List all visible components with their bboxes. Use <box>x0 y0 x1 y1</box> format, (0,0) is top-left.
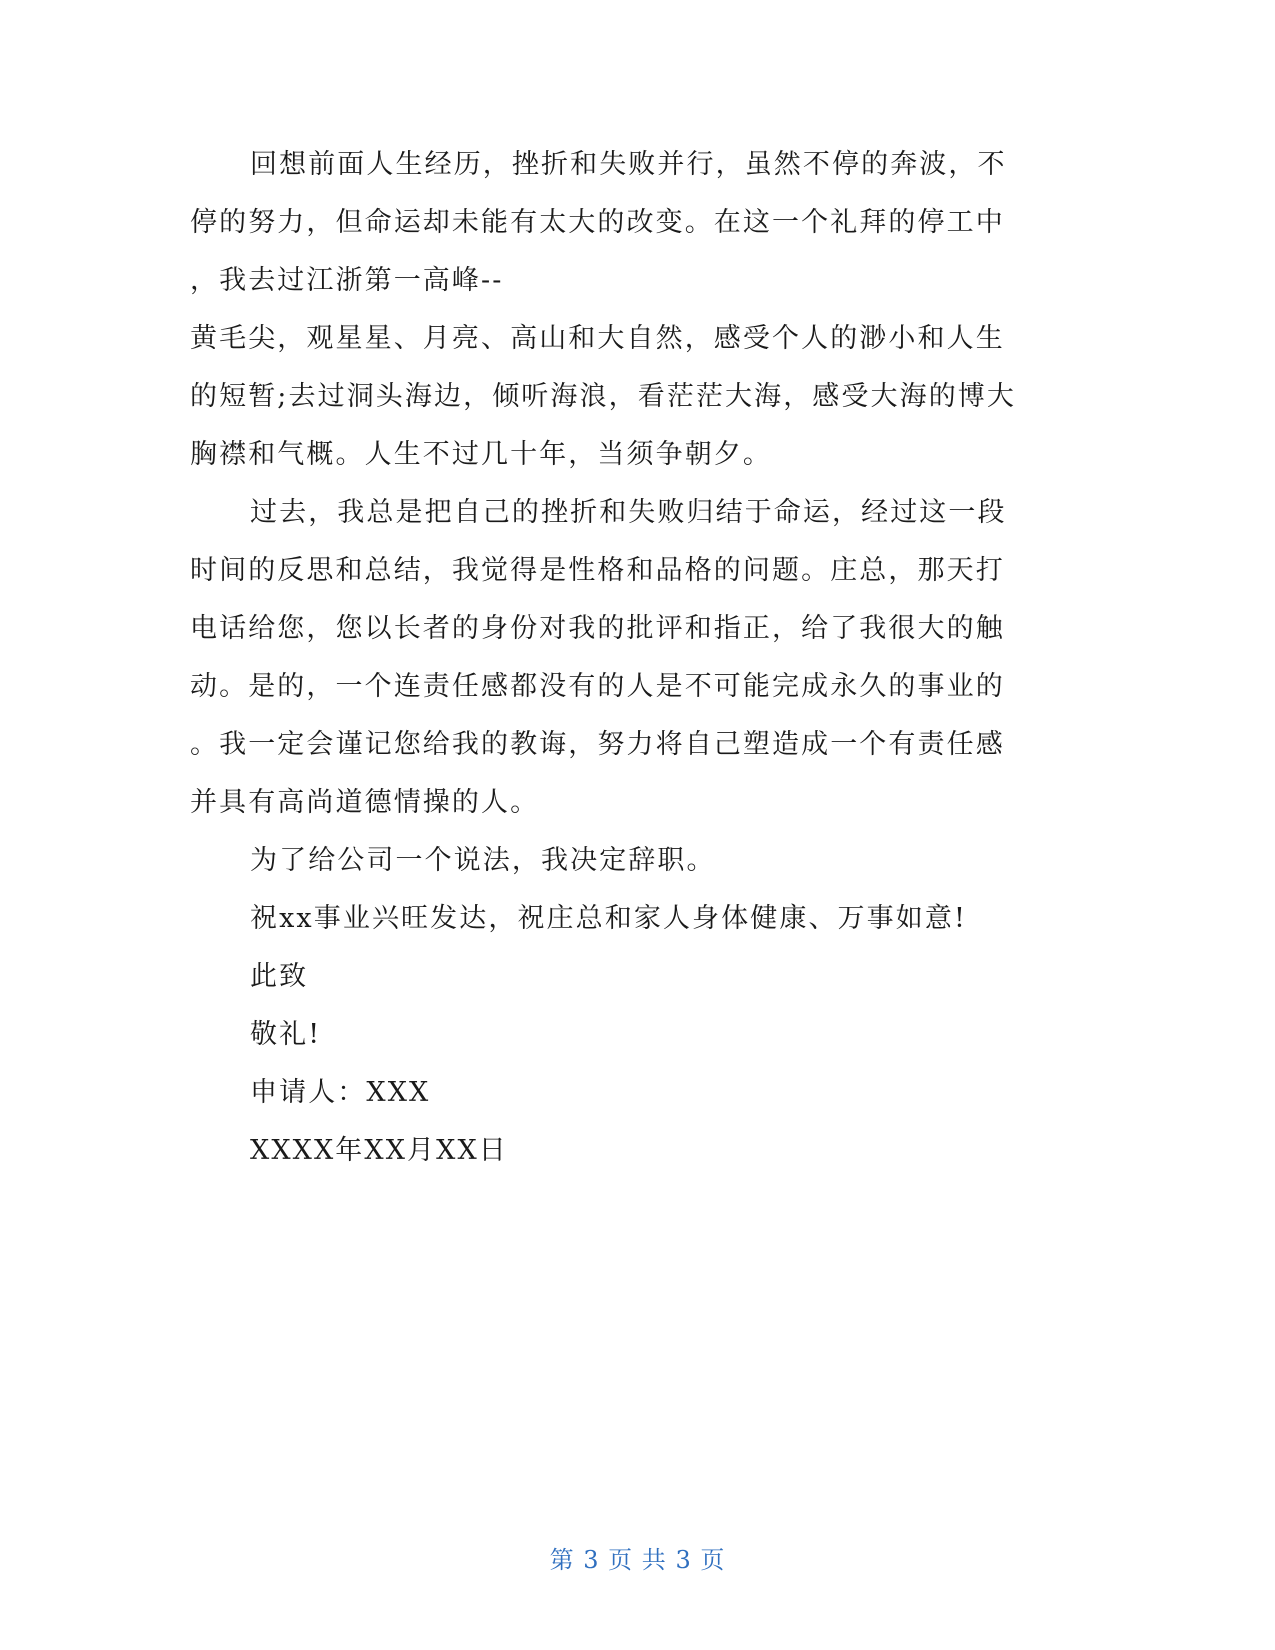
applicant-name: 申请人：XXX <box>250 1077 431 1108</box>
paragraph-1-line-4: 黄毛尖，观星星、月亮、高山和大自然，感受个人的渺小和人生 <box>190 323 1005 354</box>
paragraph-1-line-1: 回想前面人生经历，挫折和失败并行，虽然不停的奔波，不 <box>250 149 1007 180</box>
closing-wishes: 祝xx事业兴旺发达，祝庄总和家人身体健康、万事如意! <box>250 903 967 934</box>
paragraph-1-line-6: 胸襟和气概。人生不过几十年，当须争朝夕。 <box>190 439 772 470</box>
salutation-jingli: 敬礼! <box>250 1019 322 1050</box>
paragraph-2-line-5: 。我一定会谨记您给我的教诲，努力将自己塑造成一个有责任感 <box>190 729 1005 760</box>
paragraph-2-line-3: 电话给您，您以长者的身份对我的批评和指正，给了我很大的触 <box>190 613 1005 644</box>
resignation-statement: 为了给公司一个说法，我决定辞职。 <box>250 845 716 876</box>
paragraph-2-line-2: 时间的反思和总结，我觉得是性格和品格的问题。庄总，那天打 <box>190 555 1005 586</box>
paragraph-2-line-4: 动。是的，一个连责任感都没有的人是不可能完成永久的事业的 <box>190 671 1005 702</box>
paragraph-1-line-3: ，我去过江浙第一高峰-- <box>190 265 504 296</box>
page-number-footer: 第 3 页 共 3 页 <box>549 1546 726 1574</box>
paragraph-2-line-1: 过去，我总是把自己的挫折和失败归结于命运，经过这一段 <box>250 497 1007 528</box>
paragraph-1-line-5: 的短暂;去过洞头海边，倾听海浪，看茫茫大海，感受大海的博大 <box>190 381 1016 412</box>
paragraph-2-line-6: 并具有高尚道德情操的人。 <box>190 787 540 818</box>
signature-date: XXXX年XX月XX日 <box>250 1135 508 1166</box>
paragraph-1-line-2: 停的努力，但命运却未能有太大的改变。在这一个礼拜的停工中 <box>190 207 1005 238</box>
salutation-cizhi: 此致 <box>250 961 309 992</box>
